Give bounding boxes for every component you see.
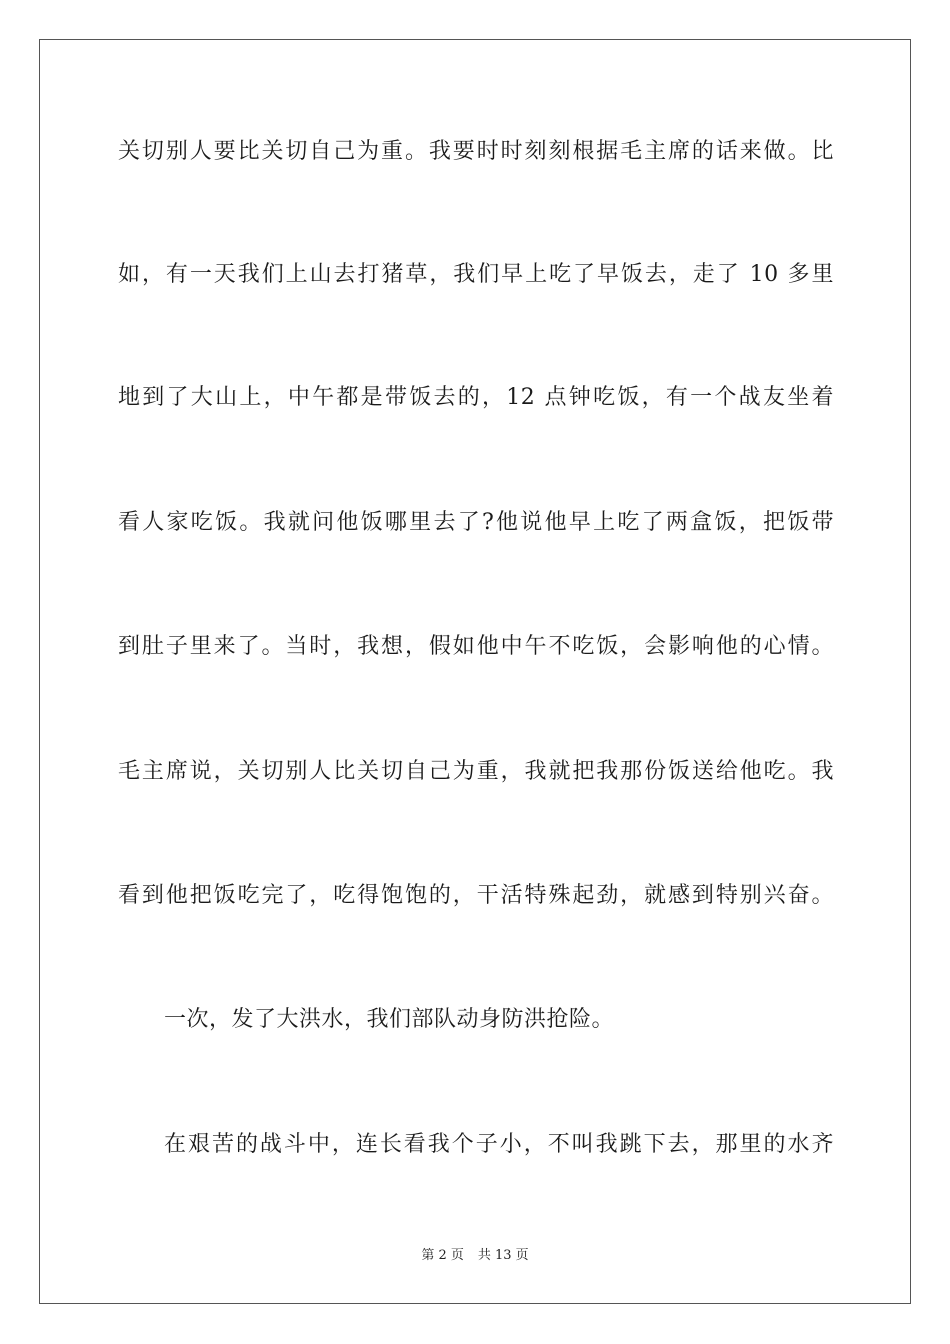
text-line: 到肚子里来了。当时，我想，假如他中午不吃饭，会影响他的心情。 bbox=[118, 634, 834, 659]
paragraph-line: 一次，发了大洪水，我们部队动身防洪抢险。 bbox=[164, 1007, 615, 1032]
text-line: 看到他把饭吃完了，吃得饱饱的，干活特殊起劲，就感到特别兴奋。 bbox=[118, 883, 834, 908]
text-line: 毛主席说，关切别人比关切自己为重，我就把我那份饭送给他吃。我 bbox=[118, 759, 834, 784]
text-line: 如，有一天我们上山去打猪草，我们早上吃了早饭去，走了 10 多里 bbox=[118, 262, 834, 287]
text-line: 看人家吃饭。我就问他饭哪里去了?他说他早上吃了两盒饭，把饭带 bbox=[118, 510, 834, 535]
page-border bbox=[39, 39, 911, 1304]
paragraph-line: 在艰苦的战斗中，连长看我个子小，不叫我跳下去，那里的水齐 bbox=[164, 1132, 834, 1157]
text-line: 地到了大山上，中午都是带饭去的，12 点钟吃饭，有一个战友坐着 bbox=[118, 385, 834, 410]
page-footer bbox=[0, 1246, 950, 1266]
page-number: 第 2 页 bbox=[421, 1248, 464, 1263]
page-total: 共 13 页 bbox=[477, 1248, 529, 1263]
text-line: 关切别人要比关切自己为重。我要时时刻刻根据毛主席的话来做。比 bbox=[118, 139, 834, 164]
